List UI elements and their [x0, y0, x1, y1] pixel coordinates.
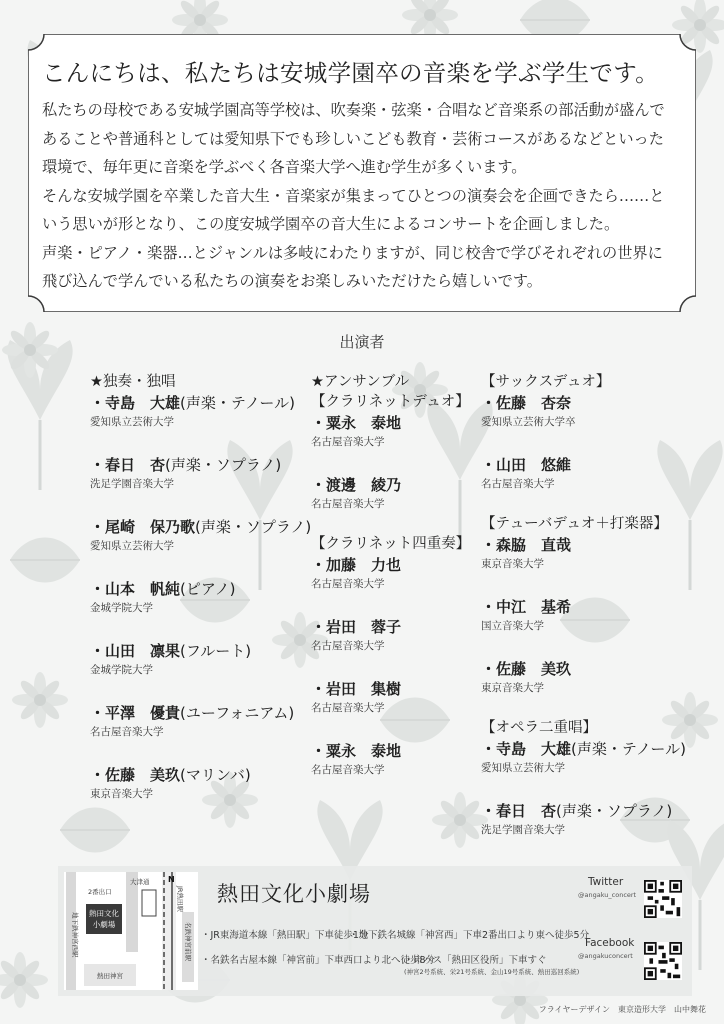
- performer-school: 金城学院大学: [90, 664, 153, 676]
- subgroup-heading: 【クラリネットデュオ】: [311, 394, 470, 410]
- venue-name: 熱田文化小劇場: [217, 882, 371, 906]
- performer: [311, 474, 476, 512]
- performer: [311, 678, 476, 716]
- facebook-qr-code[interactable]: [644, 942, 682, 980]
- performer-role: (フルート): [180, 642, 252, 660]
- bus-note: (神宮2号系統、栄21号系統、金山19号系統、熱田巡回系統): [404, 968, 580, 976]
- ensemble-column: [311, 372, 476, 778]
- performer-role: (声楽・ソプラノ): [195, 518, 312, 536]
- performer-school: 金城学院大学: [90, 602, 153, 614]
- performer-school: 名古屋音楽大学: [311, 764, 385, 776]
- performer-name: ・尾崎 保乃歌(声楽・ソプラノ): [90, 518, 312, 536]
- performer-name: ・中江 基希: [481, 598, 572, 616]
- performer-name: ・佐藤 美玖(マリンバ): [90, 766, 251, 784]
- access-line: ・市バス「熱田区役所」下車すぐ: [404, 955, 547, 966]
- performer-school: 名古屋音楽大学: [311, 498, 385, 510]
- performer-school: 洗足学園音楽大学: [481, 824, 565, 836]
- access-line: ・地下鉄名城線「神宮西」下車2番出口より東へ徒歩5分: [349, 930, 590, 941]
- performer-school: 愛知県立芸術大学: [481, 762, 565, 774]
- performer: [90, 764, 300, 802]
- performer-name: ・粟永 泰地: [311, 414, 402, 432]
- facebook-handle: @angakuconcert: [578, 952, 633, 960]
- intro-title: こんにちは、私たちは安城学園卒の音楽を学ぶ学生です。: [42, 59, 659, 87]
- performer-school: 東京音楽大学: [90, 788, 153, 800]
- access-line: ・名鉄名古屋本線「神宮前」下車西口より北へ徒歩8分: [201, 955, 436, 966]
- performer-role: (声楽・テノール): [571, 740, 686, 758]
- map-venue-label: 小劇場: [92, 920, 116, 929]
- performer-school: 名古屋音楽大学: [311, 578, 385, 590]
- performer: [481, 800, 691, 838]
- subgroup-heading: 【オペラ二重唱】: [481, 720, 597, 736]
- intro-line: 環境で、毎年更に音楽を学ぶべく各音楽大学へ進む学生が多くいます。: [42, 158, 527, 176]
- ensemble-column-2: [481, 372, 691, 838]
- performer-name: ・春日 杏(声楽・ソプラノ): [90, 456, 282, 474]
- group-heading: ★アンサンブル: [311, 374, 410, 390]
- performer: [90, 578, 300, 616]
- performer-name: ・春日 杏(声楽・ソプラノ): [481, 802, 673, 820]
- performer-role: (声楽・ソプラノ): [165, 456, 282, 474]
- performer-name: ・山田 凛果(フルート): [90, 642, 252, 660]
- performer-school: 洗足学園音楽大学: [90, 478, 174, 490]
- performer: [481, 534, 691, 572]
- performer-name: ・加藤 力也: [311, 556, 402, 574]
- performer-name: ・寺島 大雄(声楽・テノール): [481, 740, 686, 758]
- intro-box: [28, 34, 696, 312]
- performer-school: 名古屋音楽大学: [481, 478, 555, 490]
- design-credit: フライヤーデザイン 東京造形大学 山中舞花: [538, 1005, 706, 1014]
- performer: [311, 554, 476, 592]
- performer: [90, 640, 300, 678]
- twitter-label: Twitter: [588, 876, 624, 888]
- performer-school: 名古屋音楽大学: [311, 436, 385, 448]
- twitter-qr-code[interactable]: [644, 880, 682, 918]
- intro-line: いう思いが形となり、この度安城学園卒の音大生によるコンサートを企画しました。: [42, 215, 620, 233]
- performer-name: ・森脇 直哉: [481, 536, 572, 554]
- intro-line: あることや普通科としては愛知県下でも珍しいこども教育・芸術コースがあるなどといった: [42, 129, 664, 148]
- twitter-handle: @angaku_concert: [578, 891, 637, 899]
- performer: [481, 738, 691, 776]
- performer-school: 名古屋音楽大学: [311, 702, 385, 714]
- intro-line: 声楽・ピアノ・楽器…とジャンルは多岐にわたりますが、同じ校舎で学びそれぞれの世界に: [42, 243, 663, 262]
- north-indicator: N: [168, 875, 175, 884]
- performer: [481, 658, 691, 696]
- map-station-label: JR熱田駅: [176, 886, 184, 912]
- performer: [90, 702, 300, 740]
- performer-name: ・平澤 優貴(ユーフォニアム): [90, 704, 295, 722]
- performer-school: 東京音楽大学: [481, 682, 544, 694]
- performer-name: ・岩田 蓉子: [311, 618, 402, 636]
- performer-role: (ユーフォニアム): [180, 704, 295, 722]
- map-station-label: 地下鉄神宮西駅: [71, 912, 79, 958]
- performer-name: ・佐藤 杏奈: [481, 394, 572, 412]
- performer: [481, 392, 691, 430]
- performer-name: ・佐藤 美玖: [481, 660, 572, 678]
- performer-school: 愛知県立芸術大学: [90, 416, 174, 428]
- access-map: [64, 872, 198, 990]
- performer-name: ・渡邊 綾乃: [311, 476, 402, 494]
- performer: [311, 616, 476, 654]
- map-venue-label: 熱田文化: [89, 909, 119, 918]
- performer-name: ・粟永 泰地: [311, 742, 402, 760]
- performer-school: 愛知県立芸術大学卒: [481, 416, 576, 428]
- subgroup-heading: 【サックスデュオ】: [481, 374, 611, 390]
- performers-heading: 出演者: [339, 333, 385, 351]
- venue-footer: [58, 866, 692, 996]
- performer-school: 名古屋音楽大学: [311, 640, 385, 652]
- performer-name: ・寺島 大雄(声楽・テノール): [90, 394, 295, 412]
- performer-school: 名古屋音楽大学: [90, 726, 164, 738]
- performer-name: ・山田 悠維: [481, 456, 572, 474]
- map-road-label: 大津通: [130, 878, 150, 886]
- performer-school: 愛知県立芸術大学: [90, 540, 174, 552]
- intro-paragraph: [42, 96, 694, 296]
- map-station-label: 名鉄神宮前駅: [184, 922, 192, 961]
- map-exit-label: 2番出口: [88, 888, 112, 896]
- subgroup-heading: 【テューバデュオ＋打楽器】: [481, 516, 668, 532]
- performer: [90, 516, 312, 554]
- performer: [481, 596, 691, 634]
- performer: [311, 412, 476, 450]
- map-drawing: [64, 872, 198, 990]
- intro-line: 飛び込んで学んでいる私たちの演奏をお楽しみいただけたら嬉しいです。: [42, 272, 542, 290]
- subgroup-heading: 【クラリネット四重奏】: [311, 536, 471, 552]
- map-shrine-label: 熱田神宮: [97, 972, 123, 980]
- performer-school: 東京音楽大学: [481, 558, 544, 570]
- intro-line: そんな安城学園を卒業した音大生・音楽家が集まってひとつの演奏会を企画できたら……と: [42, 186, 665, 205]
- performer-name: ・岩田 集樹: [311, 680, 402, 698]
- group-heading: ★独奏・独唱: [90, 374, 176, 390]
- performer-school: 国立音楽大学: [481, 620, 544, 632]
- solo-column: [90, 372, 312, 802]
- performer-role: (ピアノ): [180, 580, 236, 598]
- intro-line: 私たちの母校である安城学園高等学校は、吹奏楽・弦楽・合唱など音楽系の部活動が盛んで: [42, 101, 665, 119]
- performer-role: (マリンバ): [180, 766, 251, 784]
- performer: [481, 454, 691, 492]
- performer: [90, 392, 300, 430]
- performer: [90, 454, 300, 492]
- performer: [311, 740, 476, 778]
- performer-name: ・山本 帆純(ピアノ): [90, 580, 236, 598]
- performer-role: (声楽・ソプラノ): [556, 802, 673, 820]
- access-line: ・JR東海道本線「熱田駅」下車徒歩1分: [201, 930, 369, 941]
- performer-role: (声楽・テノール): [180, 394, 295, 412]
- facebook-label: Facebook: [585, 937, 635, 949]
